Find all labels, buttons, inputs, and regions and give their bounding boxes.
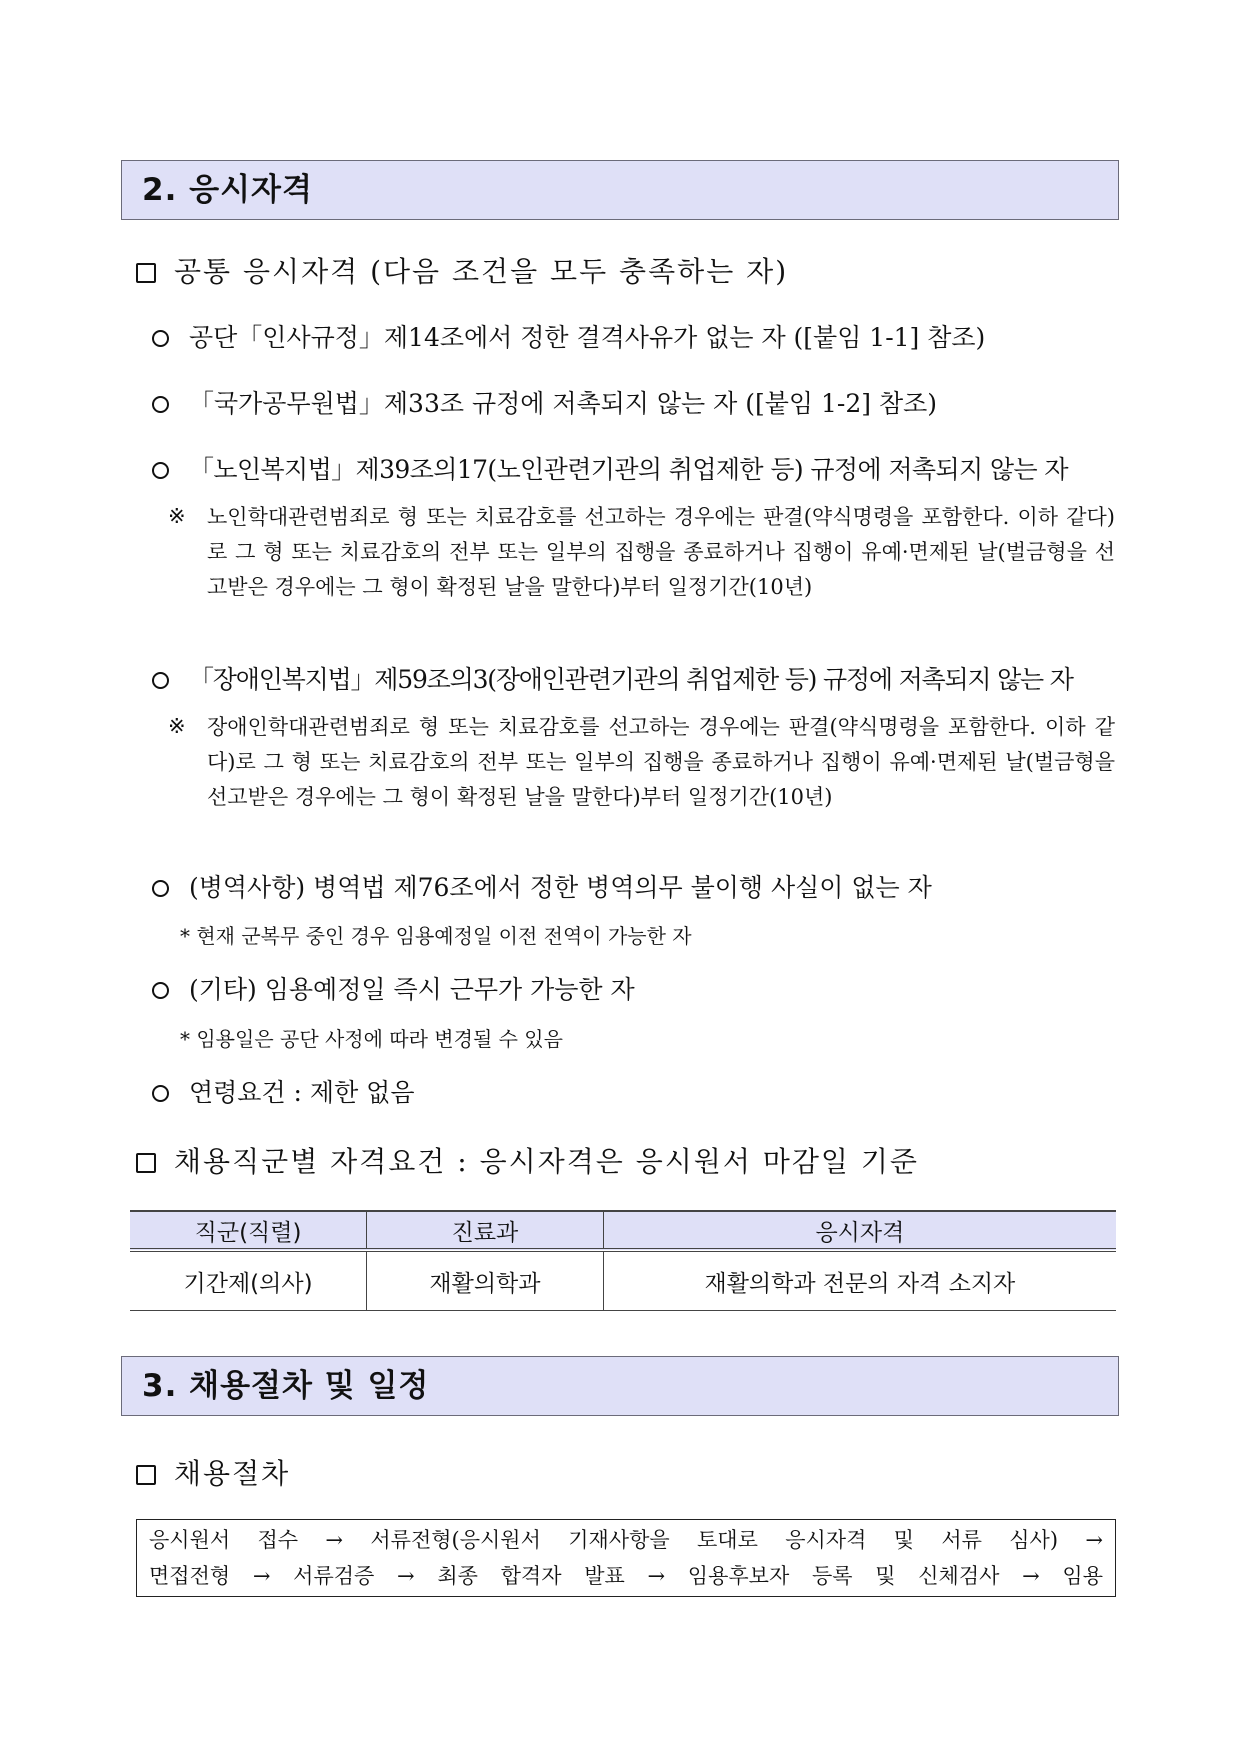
common-item-1 [152, 318, 985, 354]
common-item-1-text: 공단「인사규정」제14조에서 정한 결격사유가 없는 자 ([붙임 1-1] 참조) [189, 323, 986, 352]
table-cell: 기간제(의사) [130, 1250, 367, 1311]
table-header-row [130, 1211, 1116, 1250]
circle-bullet-icon [152, 880, 169, 897]
common-item-3-text: 「노인복지법」제39조의17(노인관련기관의 취업제한 등) 규정에 저촉되지 않는 자 [189, 455, 1068, 484]
procedure-heading-text: 채용절차 [174, 1457, 291, 1490]
note-1-mark: ※ [168, 504, 186, 528]
section-2-title: 2. 응시자격 [121, 160, 1119, 220]
circle-bullet-icon [152, 1085, 169, 1102]
section-3-title: 3. 채용절차 및 일정 [121, 1356, 1119, 1416]
table-header-cell: 진료과 [367, 1211, 604, 1250]
table-cell: 재활의학과 [367, 1250, 604, 1311]
common-item-5-text: (병역사항) 병역법 제76조에서 정한 병역의무 불이행 사실이 없는 자 [189, 873, 932, 902]
circle-bullet-icon [152, 462, 169, 479]
table-header-cell: 응시자격 [603, 1211, 1116, 1250]
checkbox-square-icon [136, 263, 156, 283]
job-qualification-heading [136, 1140, 919, 1180]
circle-bullet-icon [152, 672, 169, 689]
common-item-2 [152, 384, 937, 420]
item-6-note: * 임용일은 공단 사정에 따라 변경될 수 있음 [180, 1027, 563, 1051]
common-item-6-text: (기타) 임용예정일 즉시 근무가 가능한 자 [189, 975, 635, 1004]
checkbox-square-icon [136, 1153, 156, 1173]
common-item-2-text: 「국가공무원법」제33조 규정에 저촉되지 않는 자 ([붙임 1-2] 참조) [189, 389, 938, 418]
note-2-mark: ※ [168, 714, 186, 738]
job-heading-text: 채용직군별 자격요건 : 응시자격은 응시원서 마감일 기준 [174, 1145, 919, 1178]
common-item-7 [152, 1073, 414, 1109]
procedure-line-2: 면접전형 → 서류검증 → 최종 합격자 발표 → 임용후보자 등록 및 신체검사 → 임용 [149, 1564, 1103, 1588]
circle-bullet-icon [152, 396, 169, 413]
procedure-line-1: 응시원서 접수 → 서류전형(응시원서 기재사항을 토대로 응시자격 및 서류 심사) → [149, 1528, 1103, 1552]
procedure-box [136, 1519, 1116, 1597]
circle-bullet-icon [152, 330, 169, 347]
common-item-3 [152, 450, 1068, 486]
table-row [130, 1250, 1116, 1311]
qualification-table [130, 1210, 1116, 1311]
procedure-heading [136, 1452, 290, 1492]
note-1-text: 노인학대관련범죄로 형 또는 치료감호를 선고하는 경우에는 판결(약식명령을 포함한다. 이하 같다)로 그 형 또는 치료감호의 전부 또는 일부의 집행을 종료하거나 집행이 유예·면제된 날(벌금형을 선고받은 경우에는 그 형이 확정된 날을 말한다)부터 일정기간(10년) [207, 505, 1115, 599]
common-qualification-heading [136, 250, 788, 290]
common-item-4 [152, 660, 1073, 696]
common-item-4-text: 「장애인복지법」제59조의3(장애인관련기관의 취업제한 등) 규정에 저촉되지 않는 자 [189, 665, 1073, 694]
item-5-note: * 현재 군복무 중인 경우 임용예정일 이전 전역이 가능한 자 [180, 924, 692, 948]
table-header-cell: 직군(직렬) [130, 1211, 367, 1250]
checkbox-square-icon [136, 1465, 156, 1485]
note-2-text: 장애인학대관련범죄로 형 또는 치료감호를 선고하는 경우에는 판결(약식명령을 포함한다. 이하 같다)로 그 형 또는 치료감호의 전부 또는 일부의 집행을 종료하거나 집행이 유예·면제된 날(벌금형을 선고받은 경우에는 그 형이 확정된 날을 말한다)부터 일정기간(10년) [207, 715, 1115, 809]
common-heading-text: 공통 응시자격 (다음 조건을 모두 충족하는 자) [174, 255, 789, 288]
common-item-6 [152, 970, 635, 1006]
table-cell: 재활의학과 전문의 자격 소지자 [603, 1250, 1116, 1311]
common-item-5 [152, 868, 932, 904]
circle-bullet-icon [152, 982, 169, 999]
common-item-7-text: 연령요건 : 제한 없음 [189, 1078, 415, 1107]
